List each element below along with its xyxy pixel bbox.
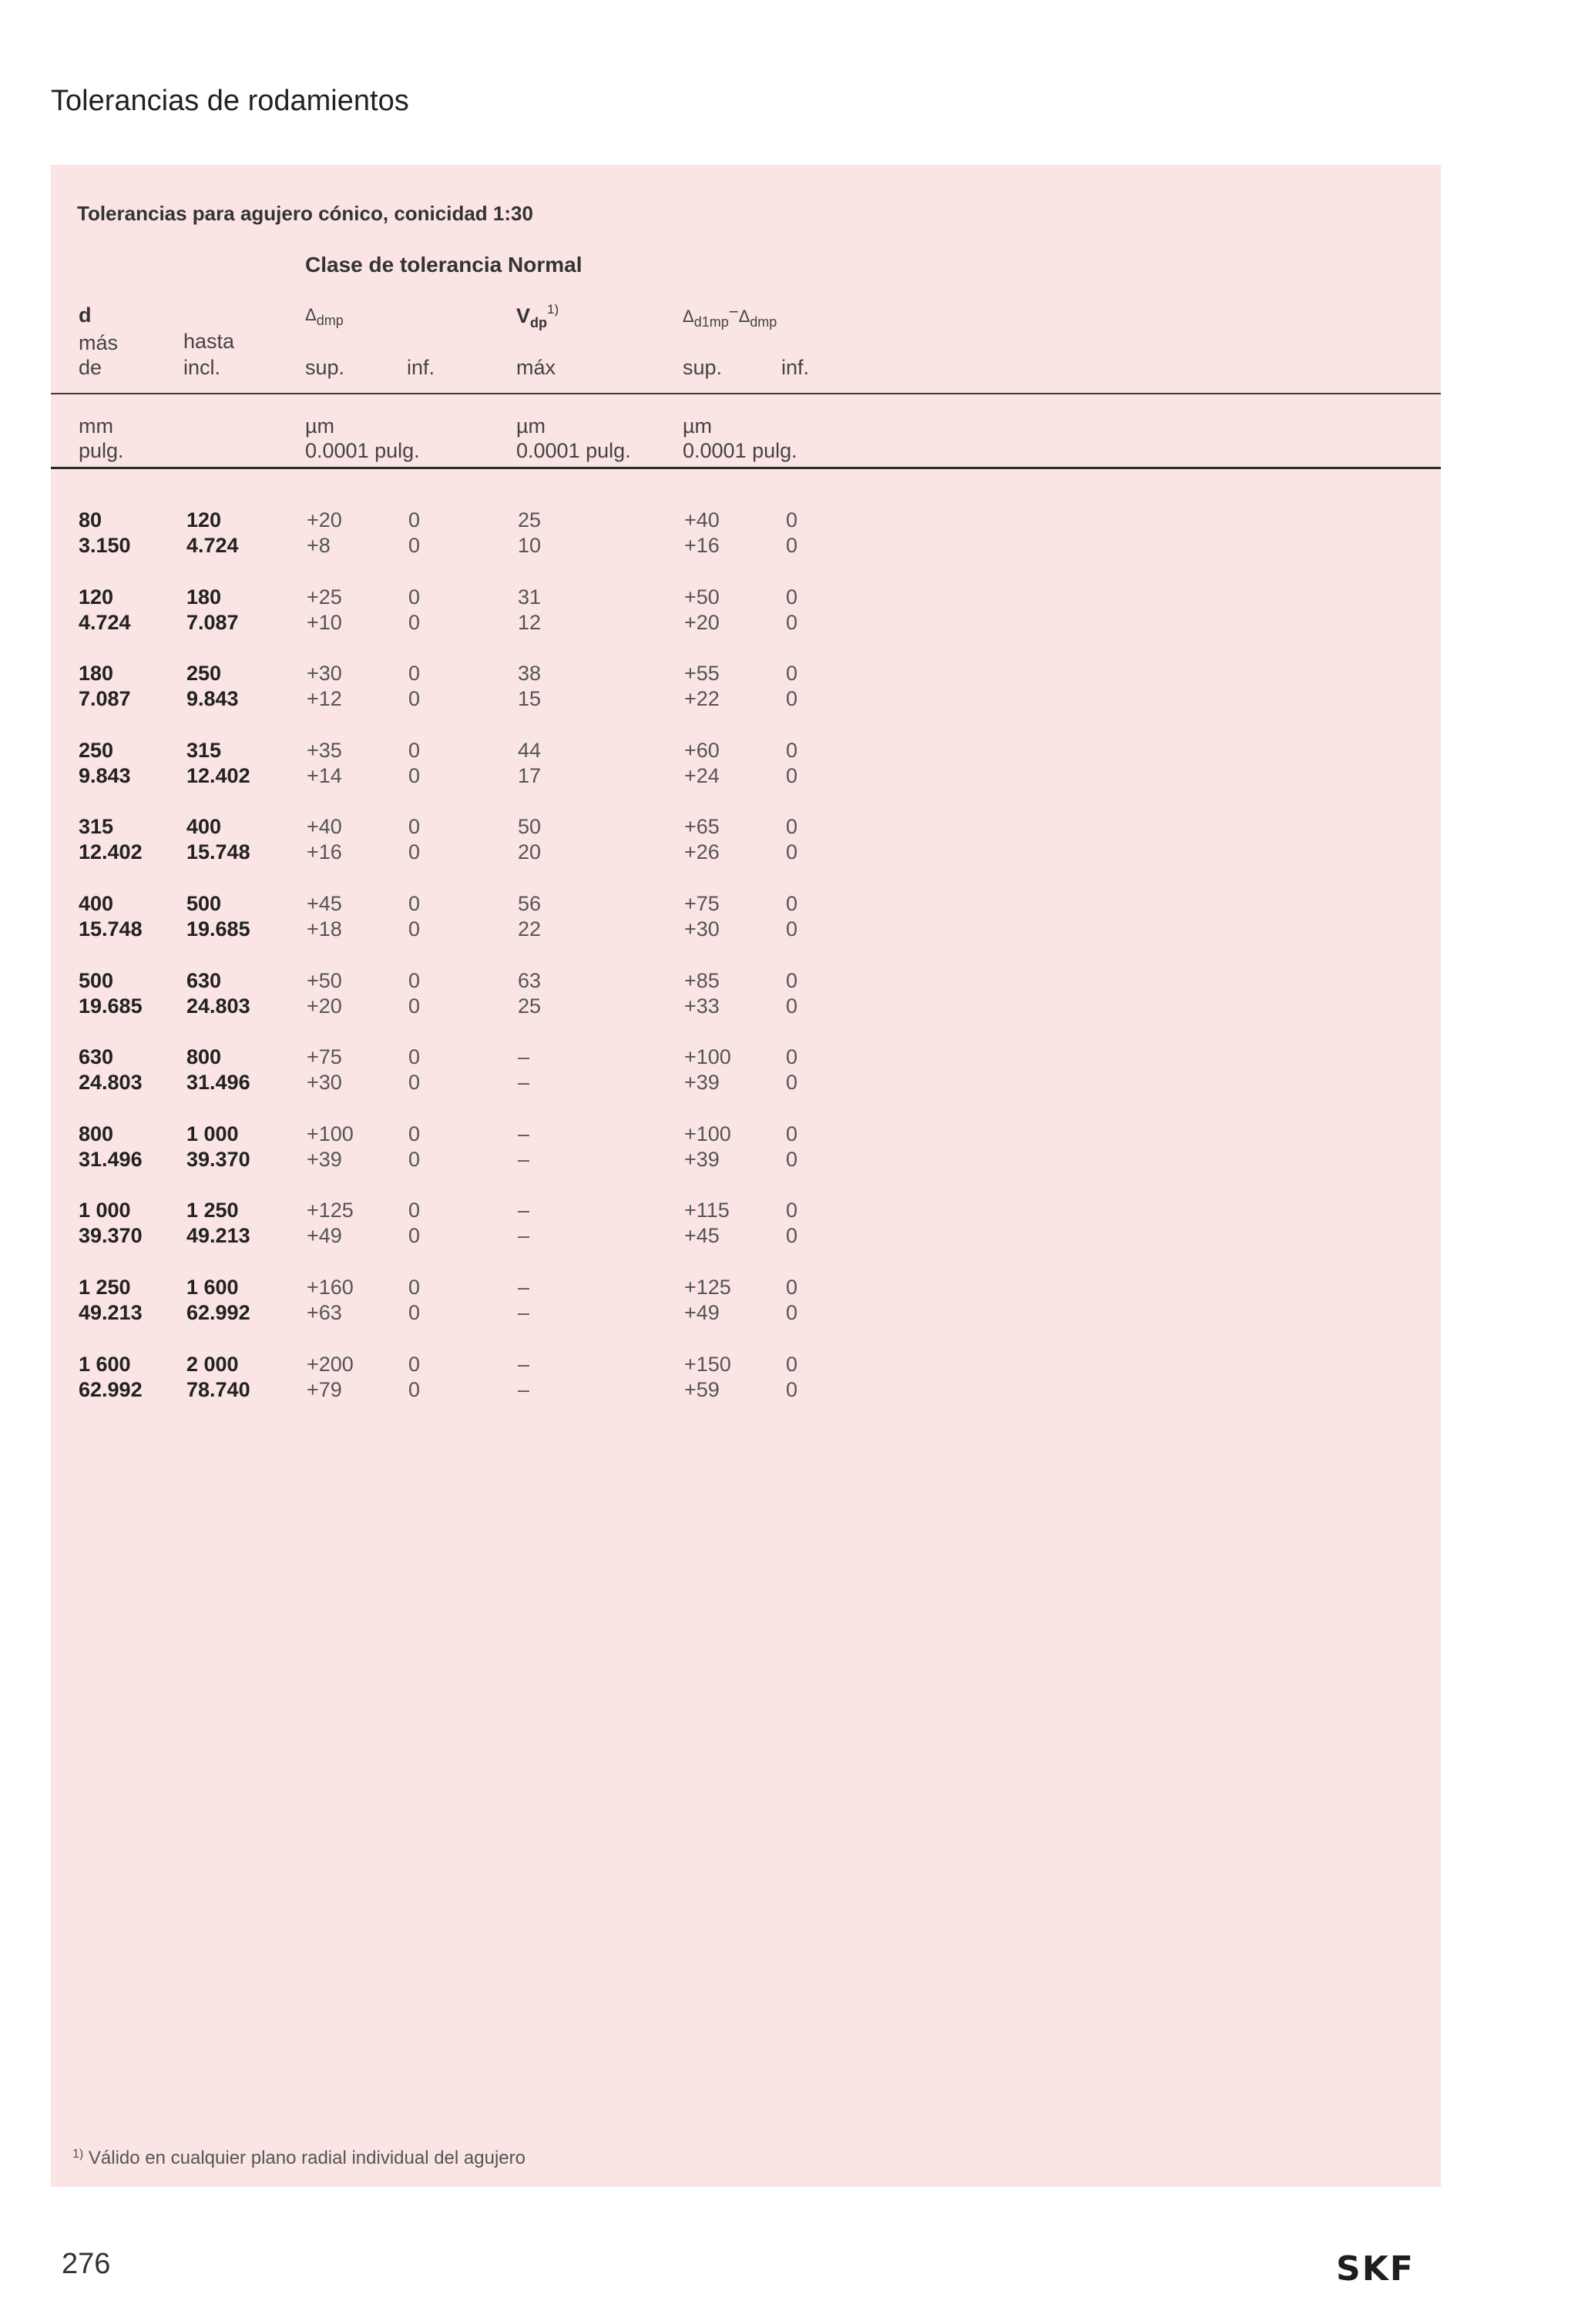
cell-hasta-mm: 1 600 <box>186 1276 239 1299</box>
cell-d1-sup-mm: +50 <box>684 585 720 609</box>
header-hasta: hasta <box>183 330 235 353</box>
cell-hasta-mm: 800 <box>186 1045 222 1068</box>
cell-mas-pulg: 24.803 <box>79 1071 143 1094</box>
cell-d1-sup-mm: +55 <box>684 662 720 685</box>
cell-d1-inf-mm: 0 <box>786 969 798 992</box>
cell-dmp-sup-pulg: +14 <box>307 764 342 787</box>
cell-dmp-inf-pulg: 0 <box>408 611 421 634</box>
header-mas: más <box>79 331 119 354</box>
cell-dmp-inf-mm: 0 <box>408 1045 421 1068</box>
cell-d1-inf-pulg: 0 <box>786 1378 798 1401</box>
unit-inch-vdp: 0.0001 pulg. <box>516 439 631 462</box>
cell-d1-sup-mm: +150 <box>684 1353 731 1376</box>
cell-vdp-mm: 44 <box>518 739 542 762</box>
header-incl: incl. <box>183 356 221 379</box>
table-row <box>51 1274 1441 1328</box>
table-row <box>51 813 1441 867</box>
cell-d1-inf-mm: 0 <box>786 1045 798 1068</box>
cell-d1-sup-mm: +60 <box>684 739 720 762</box>
cell-d1-sup-mm: +115 <box>684 1199 730 1222</box>
cell-hasta-pulg: 78.740 <box>186 1378 250 1401</box>
cell-vdp-pulg: 20 <box>518 840 542 864</box>
table-row <box>51 1197 1441 1251</box>
cell-dmp-inf-mm: 0 <box>408 508 421 532</box>
cell-vdp-mm: – <box>518 1045 530 1068</box>
cell-dmp-sup-mm: +20 <box>307 508 342 532</box>
cell-vdp-pulg: – <box>518 1148 530 1171</box>
cell-d1-inf-mm: 0 <box>786 662 798 685</box>
cell-hasta-pulg: 4.724 <box>186 534 239 557</box>
cell-vdp-mm: – <box>518 1353 530 1376</box>
cell-vdp-pulg: 15 <box>518 687 542 710</box>
delta-symbol: Δ <box>305 305 317 324</box>
cell-dmp-sup-pulg: +10 <box>307 611 342 634</box>
cell-mas-mm: 315 <box>79 815 114 838</box>
cell-d1-sup-pulg: +30 <box>684 917 720 941</box>
cell-hasta-mm: 400 <box>186 815 222 838</box>
unit-inch-dmp: 0.0001 pulg. <box>305 439 420 462</box>
header-delta-dmp <box>305 302 344 329</box>
cell-d1-inf-mm: 0 <box>786 739 798 762</box>
header-d1-inf: inf. <box>781 356 810 379</box>
cell-d1-sup-pulg: +39 <box>684 1148 720 1171</box>
cell-d1-inf-pulg: 0 <box>786 1071 798 1094</box>
cell-hasta-mm: 120 <box>186 508 222 532</box>
cell-vdp-pulg: 25 <box>518 994 542 1018</box>
cell-d1-sup-mm: +100 <box>684 1122 731 1145</box>
cell-dmp-sup-mm: +40 <box>307 815 342 838</box>
cell-dmp-sup-mm: +75 <box>307 1045 342 1068</box>
cell-dmp-sup-pulg: +30 <box>307 1071 342 1094</box>
cell-hasta-pulg: 39.370 <box>186 1148 250 1171</box>
cell-mas-mm: 250 <box>79 739 114 762</box>
cell-d1-sup-pulg: +20 <box>684 611 720 634</box>
cell-vdp-mm: 50 <box>518 815 542 838</box>
cell-dmp-inf-pulg: 0 <box>408 687 421 710</box>
cell-dmp-inf-mm: 0 <box>408 815 421 838</box>
cell-hasta-pulg: 19.685 <box>186 917 250 941</box>
cell-dmp-sup-mm: +35 <box>307 739 342 762</box>
cell-hasta-mm: 1 000 <box>186 1122 239 1145</box>
cell-d1-inf-pulg: 0 <box>786 687 798 710</box>
unit-inch-d1: 0.0001 pulg. <box>683 439 797 462</box>
cell-dmp-sup-pulg: +79 <box>307 1378 342 1401</box>
dmp-subscript: dmp <box>316 313 344 328</box>
cell-d1-sup-mm: +125 <box>684 1276 731 1299</box>
cell-d1-inf-mm: 0 <box>786 1276 798 1299</box>
cell-dmp-sup-mm: +50 <box>307 969 342 992</box>
cell-d1-sup-pulg: +22 <box>684 687 720 710</box>
cell-dmp-sup-mm: +25 <box>307 585 342 609</box>
footnote-text: Válido en cualquier plano radial individual del agujero <box>88 2148 525 2168</box>
cell-hasta-mm: 250 <box>186 662 222 685</box>
cell-hasta-mm: 500 <box>186 892 222 915</box>
cell-dmp-inf-pulg: 0 <box>408 1224 421 1247</box>
cell-d1-sup-pulg: +45 <box>684 1224 720 1247</box>
cell-hasta-pulg: 12.402 <box>186 764 250 787</box>
cell-mas-mm: 500 <box>79 969 114 992</box>
cell-dmp-inf-mm: 0 <box>408 585 421 609</box>
cell-d1-sup-mm: +85 <box>684 969 720 992</box>
cell-hasta-pulg: 31.496 <box>186 1071 250 1094</box>
cell-d1-inf-mm: 0 <box>786 815 798 838</box>
table-row <box>51 737 1441 791</box>
cell-d1-inf-pulg: 0 <box>786 994 798 1018</box>
header-dmp-sup: sup. <box>305 356 345 379</box>
cell-mas-mm: 120 <box>79 585 114 609</box>
header-delta-d1mp-minus-dmp <box>683 302 777 330</box>
units-divider <box>51 467 1441 469</box>
cell-dmp-sup-pulg: +8 <box>307 534 331 557</box>
cell-dmp-inf-pulg: 0 <box>408 1148 421 1171</box>
cell-dmp-sup-mm: +200 <box>307 1353 354 1376</box>
cell-vdp-mm: 31 <box>518 585 542 609</box>
cell-d1-inf-pulg: 0 <box>786 1224 798 1247</box>
cell-mas-mm: 1 600 <box>79 1353 131 1376</box>
cell-d1-inf-pulg: 0 <box>786 611 798 634</box>
v-symbol: V <box>516 304 531 327</box>
cell-dmp-sup-mm: +45 <box>307 892 342 915</box>
cell-dmp-inf-mm: 0 <box>408 892 421 915</box>
delta-symbol: Δ <box>738 307 750 326</box>
footnote <box>72 2148 525 2169</box>
cell-mas-mm: 1 000 <box>79 1199 131 1222</box>
cell-d1-inf-mm: 0 <box>786 508 798 532</box>
cell-dmp-sup-mm: +160 <box>307 1276 354 1299</box>
cell-mas-pulg: 15.748 <box>79 917 143 941</box>
cell-dmp-inf-mm: 0 <box>408 1199 421 1222</box>
cell-dmp-inf-pulg: 0 <box>408 994 421 1018</box>
cell-mas-pulg: 31.496 <box>79 1148 143 1171</box>
unit-mm: mm <box>79 414 113 438</box>
header-vdp-max: máx <box>516 356 556 379</box>
cell-hasta-pulg: 62.992 <box>186 1301 250 1324</box>
cell-dmp-sup-pulg: +18 <box>307 917 342 941</box>
cell-dmp-inf-mm: 0 <box>408 1276 421 1299</box>
cell-vdp-mm: – <box>518 1199 530 1222</box>
cell-mas-mm: 630 <box>79 1045 114 1068</box>
cell-dmp-inf-pulg: 0 <box>408 917 421 941</box>
cell-hasta-pulg: 24.803 <box>186 994 250 1018</box>
skf-logo: SKF <box>1336 2249 1415 2289</box>
cell-dmp-inf-pulg: 0 <box>408 764 421 787</box>
cell-dmp-inf-pulg: 0 <box>408 534 421 557</box>
header-d1-sup: sup. <box>683 356 723 379</box>
cell-d1-sup-pulg: +49 <box>684 1301 720 1324</box>
cell-hasta-mm: 2 000 <box>186 1353 239 1376</box>
cell-vdp-pulg: 22 <box>518 917 542 941</box>
cell-d1-sup-pulg: +26 <box>684 840 720 864</box>
cell-d1-sup-mm: +65 <box>684 815 720 838</box>
cell-d1-sup-pulg: +33 <box>684 994 720 1018</box>
cell-hasta-pulg: 49.213 <box>186 1224 250 1247</box>
table-row <box>51 660 1441 714</box>
cell-dmp-inf-pulg: 0 <box>408 840 421 864</box>
table-row <box>51 1044 1441 1098</box>
cell-dmp-sup-pulg: +49 <box>307 1224 342 1247</box>
header-de: de <box>79 356 102 379</box>
cell-dmp-sup-pulg: +12 <box>307 687 342 710</box>
cell-dmp-sup-mm: +125 <box>307 1199 354 1222</box>
cell-dmp-inf-mm: 0 <box>408 1122 421 1145</box>
cell-d1-inf-pulg: 0 <box>786 917 798 941</box>
page-number: 276 <box>62 2248 111 2280</box>
cell-mas-pulg: 12.402 <box>79 840 143 864</box>
cell-vdp-pulg: 12 <box>518 611 542 634</box>
header-dmp-inf: inf. <box>407 356 435 379</box>
table-row <box>51 1121 1441 1175</box>
dmp-subscript: dmp <box>750 314 777 330</box>
table-row <box>51 1351 1441 1405</box>
cell-hasta-pulg: 9.843 <box>186 687 239 710</box>
cell-vdp-mm: 25 <box>518 508 542 532</box>
cell-d1-sup-mm: +100 <box>684 1045 731 1068</box>
cell-vdp-mm: 63 <box>518 969 542 992</box>
cell-mas-pulg: 62.992 <box>79 1378 143 1401</box>
tolerance-class-label: Clase de tolerancia Normal <box>305 253 583 277</box>
cell-hasta-mm: 630 <box>186 969 222 992</box>
footnote-mark: 1) <box>72 2148 84 2161</box>
header-d: d <box>79 303 92 327</box>
cell-d1-inf-mm: 0 <box>786 1122 798 1145</box>
cell-hasta-mm: 315 <box>186 739 222 762</box>
cell-vdp-pulg: 17 <box>518 764 542 787</box>
cell-dmp-sup-mm: +30 <box>307 662 342 685</box>
cell-vdp-pulg: – <box>518 1378 530 1401</box>
cell-dmp-inf-mm: 0 <box>408 739 421 762</box>
dp-subscript: dp <box>530 315 548 330</box>
cell-d1-sup-pulg: +16 <box>684 534 720 557</box>
cell-d1-sup-mm: +40 <box>684 508 720 532</box>
cell-dmp-inf-pulg: 0 <box>408 1378 421 1401</box>
cell-vdp-mm: – <box>518 1122 530 1145</box>
cell-d1-sup-pulg: +59 <box>684 1378 720 1401</box>
cell-mas-mm: 400 <box>79 892 114 915</box>
cell-dmp-sup-pulg: +16 <box>307 840 342 864</box>
cell-dmp-inf-mm: 0 <box>408 1353 421 1376</box>
cell-hasta-mm: 1 250 <box>186 1199 239 1222</box>
cell-d1-sup-pulg: +24 <box>684 764 720 787</box>
cell-mas-pulg: 39.370 <box>79 1224 143 1247</box>
table-title: Tolerancias para agujero cónico, conicidad 1:30 <box>77 202 533 225</box>
cell-d1-inf-pulg: 0 <box>786 1148 798 1171</box>
header-divider <box>51 393 1441 394</box>
cell-mas-pulg: 4.724 <box>79 611 131 634</box>
cell-d1-inf-mm: 0 <box>786 1353 798 1376</box>
cell-hasta-pulg: 15.748 <box>186 840 250 864</box>
tolerance-table-panel <box>51 165 1441 2187</box>
cell-d1-sup-pulg: +39 <box>684 1071 720 1094</box>
d1mp-subscript: d1mp <box>693 314 729 330</box>
cell-d1-inf-mm: 0 <box>786 585 798 609</box>
unit-um-dmp: µm <box>305 414 335 438</box>
cell-vdp-mm: – <box>518 1276 530 1299</box>
cell-mas-pulg: 7.087 <box>79 687 131 710</box>
cell-dmp-inf-mm: 0 <box>408 969 421 992</box>
cell-mas-mm: 180 <box>79 662 114 685</box>
cell-mas-pulg: 49.213 <box>79 1301 143 1324</box>
cell-d1-inf-pulg: 0 <box>786 764 798 787</box>
table-row <box>51 507 1441 561</box>
delta-symbol: Δ <box>683 307 694 326</box>
unit-pulg: pulg. <box>79 439 124 462</box>
cell-d1-inf-pulg: 0 <box>786 840 798 864</box>
cell-dmp-sup-pulg: +20 <box>307 994 342 1018</box>
cell-vdp-mm: 56 <box>518 892 542 915</box>
cell-d1-inf-pulg: 0 <box>786 1301 798 1324</box>
cell-vdp-pulg: – <box>518 1224 530 1247</box>
cell-mas-mm: 1 250 <box>79 1276 131 1299</box>
cell-mas-pulg: 19.685 <box>79 994 143 1018</box>
cell-mas-pulg: 9.843 <box>79 764 131 787</box>
cell-mas-pulg: 3.150 <box>79 534 131 557</box>
cell-d1-sup-mm: +75 <box>684 892 720 915</box>
cell-dmp-inf-mm: 0 <box>408 662 421 685</box>
cell-hasta-pulg: 7.087 <box>186 611 239 634</box>
cell-vdp-pulg: – <box>518 1071 530 1094</box>
cell-dmp-sup-pulg: +39 <box>307 1148 342 1171</box>
cell-dmp-sup-pulg: +63 <box>307 1301 342 1324</box>
cell-vdp-pulg: 10 <box>518 534 542 557</box>
cell-hasta-mm: 180 <box>186 585 222 609</box>
cell-dmp-sup-mm: +100 <box>307 1122 354 1145</box>
cell-mas-mm: 800 <box>79 1122 114 1145</box>
table-row <box>51 584 1441 638</box>
cell-dmp-inf-pulg: 0 <box>408 1071 421 1094</box>
table-row <box>51 890 1441 944</box>
cell-mas-mm: 80 <box>79 508 102 532</box>
cell-vdp-mm: 38 <box>518 662 542 685</box>
cell-d1-inf-mm: 0 <box>786 1199 798 1222</box>
minus-sign: − <box>728 302 739 321</box>
cell-d1-inf-pulg: 0 <box>786 534 798 557</box>
unit-um-vdp: µm <box>516 414 546 438</box>
cell-d1-inf-mm: 0 <box>786 892 798 915</box>
page-title: Tolerancias de rodamientos <box>51 85 409 117</box>
unit-um-d1: µm <box>683 414 713 438</box>
cell-vdp-pulg: – <box>518 1301 530 1324</box>
header-vdp <box>516 302 559 331</box>
cell-dmp-inf-pulg: 0 <box>408 1301 421 1324</box>
table-row <box>51 967 1441 1021</box>
vdp-footnote-mark: 1) <box>547 302 559 317</box>
